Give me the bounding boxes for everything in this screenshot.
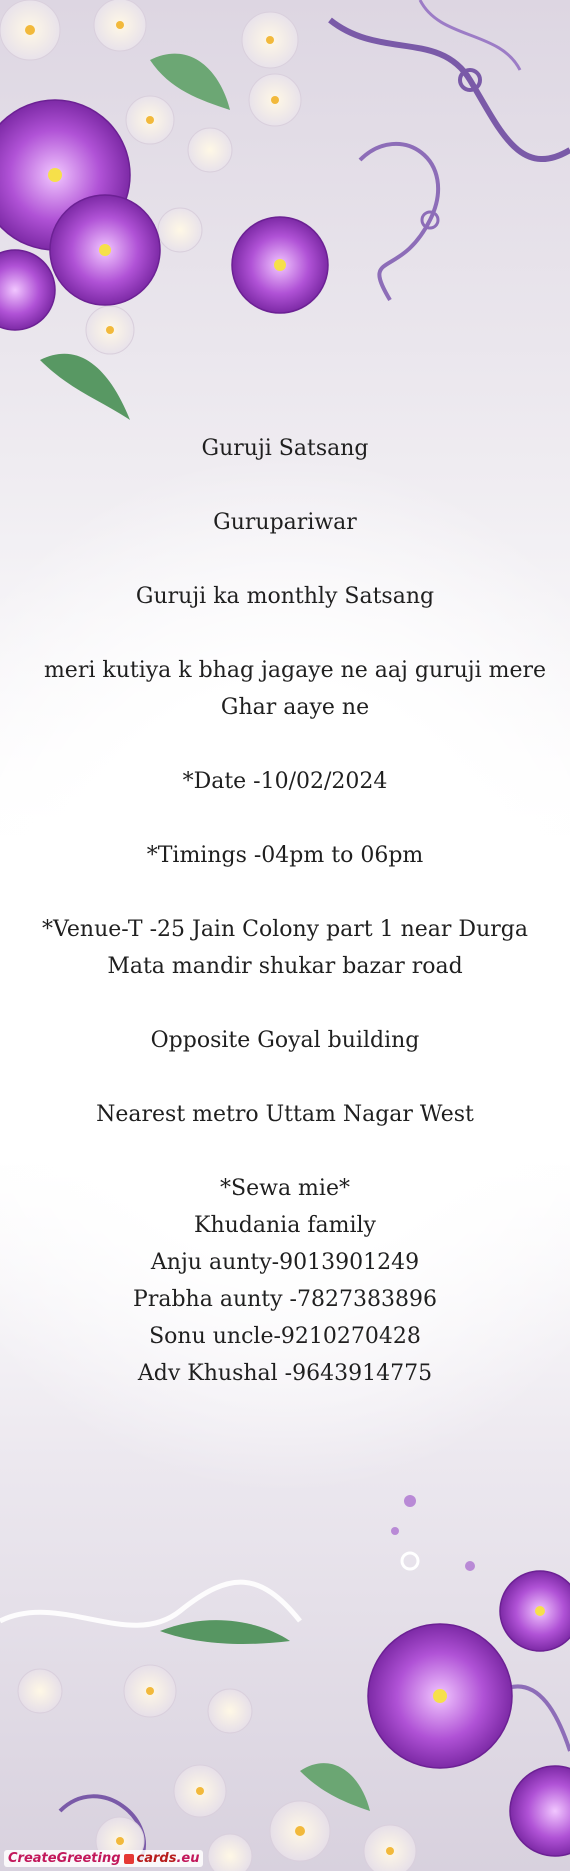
event-venue: *Venue-T -25 Jain Colony part 1 near Durga Mata mandir shukar bazar road [42,917,528,979]
sewa-heading: *Sewa mie* [220,1176,350,1201]
host-family: Khudania family [194,1213,376,1238]
top-floral-decoration [0,0,570,430]
event-date: *Date -10/02/2024 [182,769,388,794]
contact-line: Sonu uncle-9210270428 [149,1324,421,1349]
venue-landmark: Opposite Goyal building [150,1028,420,1053]
contact-line: Anju aunty-9013901249 [150,1250,420,1275]
event-timings: *Timings -04pm to 06pm [146,843,424,868]
card-title: Guruji Satsang [201,436,369,461]
nearest-metro: Nearest metro Uttam Nagar West [96,1102,474,1127]
invitation-text [0,430,570,1392]
bottom-floral-decoration [0,1391,570,1871]
watermark-text-b: cards [136,1851,177,1866]
event-name: Guruji ka monthly Satsang [135,584,435,609]
contact-line: Adv Khushal -9643914775 [137,1361,433,1386]
bhajan-line: meri kutiya k bhag jagaye ne aaj guruji mere Ghar aaye ne [43,658,547,720]
site-watermark-logo [4,1850,203,1867]
watermark-text-a: CreateGreeting [8,1851,121,1866]
gift-icon [124,1854,134,1864]
contact-line: Prabha aunty -7827383896 [133,1287,437,1312]
card-subtitle: Gurupariwar [213,510,357,535]
watermark-text-c: .eu [176,1851,200,1866]
